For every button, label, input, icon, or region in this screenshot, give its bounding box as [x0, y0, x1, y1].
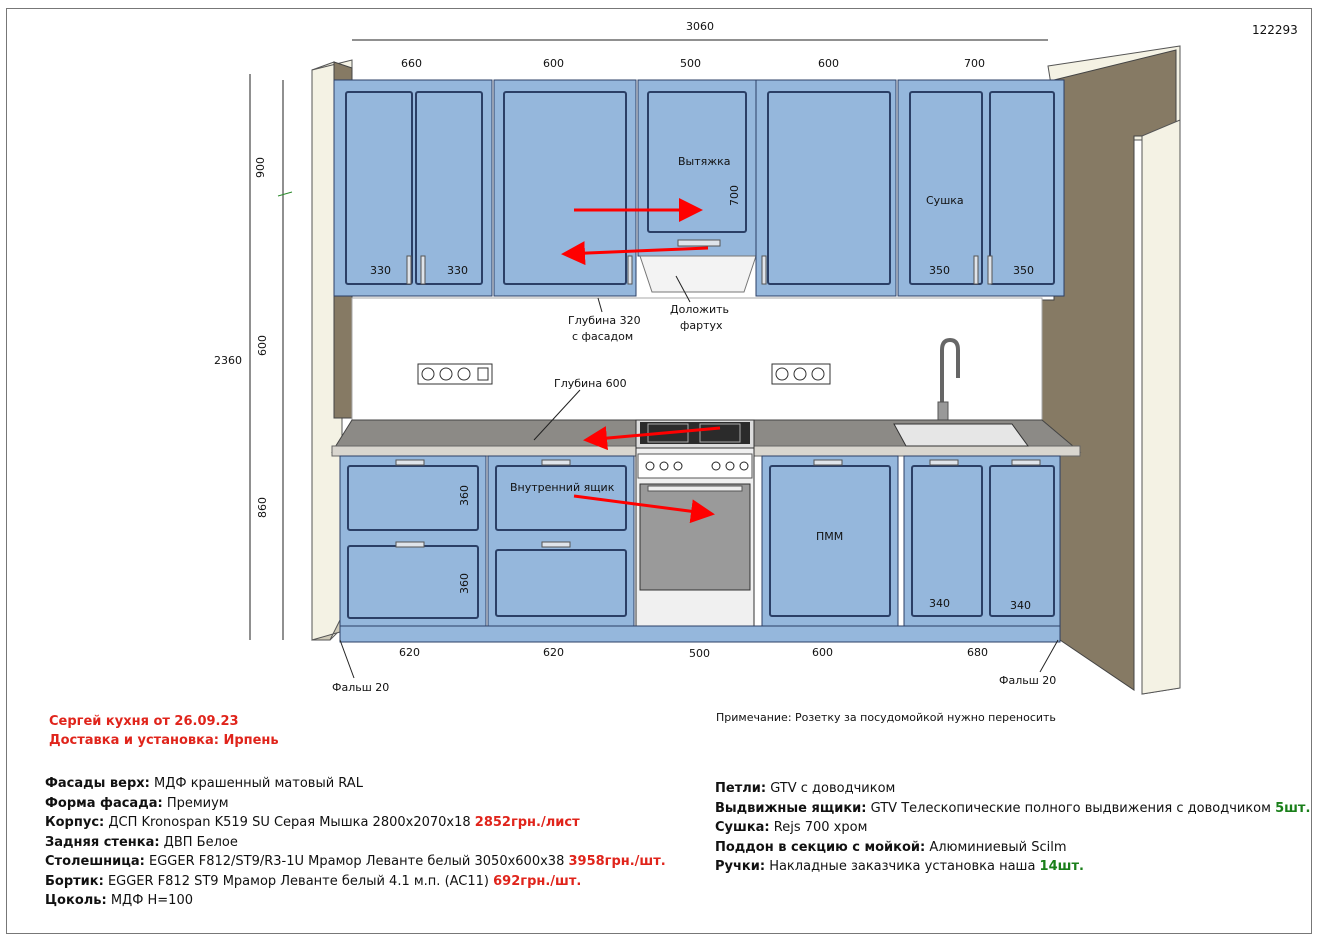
inner-drawer-label: Внутренний ящик — [510, 481, 615, 494]
lower-width-5: 680 — [967, 646, 988, 659]
spec-body: Корпус: ДСП Kronospan K519 SU Серая Мышка 2800х2070х18 2852грн./лист — [45, 815, 580, 830]
lower-cabinets — [340, 448, 1060, 642]
note: Примечание: Розетку за посудомойкой нужно переносить — [716, 711, 1056, 724]
apron-height-label: 600 — [256, 335, 269, 356]
socket-right — [772, 364, 830, 384]
dryer-label: Сушка — [926, 194, 964, 207]
lower-door-width-2: 340 — [1010, 599, 1031, 612]
drawer-height-1: 360 — [458, 485, 471, 506]
upper-width-3: 500 — [680, 57, 701, 70]
spec-drawers: Выдвижные ящики: GTV Телескопические полного выдвижения с доводчиком 5шт. — [715, 800, 1311, 816]
lower-width-2: 620 — [543, 646, 564, 659]
spec-border: Бортик: EGGER F812 ST9 Мрамор Леванте белый 4.1 м.п. (AC11) 692грн./шт. — [45, 873, 582, 889]
upper-height-label: 900 — [254, 157, 267, 178]
spec-back-wall: Задняя стенка: ДВП Белое — [45, 834, 238, 850]
false-panel-left: Фальш 20 — [332, 681, 390, 694]
apron-note-l2: фартух — [680, 319, 723, 332]
spec-facade-shape: Форма фасада: Премиум — [45, 795, 229, 811]
lower-width-1: 620 — [399, 646, 420, 659]
spec-facade-top: Фасады верх: МДФ крашенный матовый RAL — [45, 776, 363, 791]
spec-hinges: Петли: GTV с доводчиком — [715, 781, 896, 796]
depth-lower-label: Глубина 600 — [554, 377, 627, 390]
lower-width-3: 500 — [689, 647, 710, 660]
client-title: Сергей кухня от 26.09.23 — [49, 714, 239, 729]
upper-width-2: 600 — [543, 57, 564, 70]
drawer-height-2: 360 — [458, 573, 471, 594]
door-width-1: 330 — [370, 264, 391, 277]
spec-dryer: Сушка: Rejs 700 хром — [715, 820, 868, 835]
total-height-label: 2360 — [214, 354, 242, 367]
upper-width-1: 660 — [401, 57, 422, 70]
upper-cabinets — [334, 80, 1064, 296]
dishwasher-label: ПММ — [816, 530, 844, 543]
spec-plinth: Цоколь: МДФ H=100 — [45, 893, 193, 908]
order-number: 122293 — [1252, 23, 1298, 37]
delivery-title: Доставка и установка: Ирпень — [49, 733, 279, 748]
upper-width-5: 700 — [964, 57, 985, 70]
upper-width-4: 600 — [818, 57, 839, 70]
false-panel-right: Фальш 20 — [999, 674, 1057, 687]
lower-door-width-1: 340 — [929, 597, 950, 610]
specs-right — [715, 779, 1310, 877]
spec-handles: Ручки: Накладные заказчика установка наша 14шт. — [715, 859, 1084, 874]
depth-upper-l1: Глубина 320 — [568, 314, 641, 327]
total-width-label: 3060 — [686, 20, 714, 33]
sink — [894, 424, 1028, 446]
apron-note-l1: Доложить — [670, 303, 730, 316]
spec-tray: Поддон в секцию с мойкой: Алюминиевый Scilm — [715, 839, 1067, 855]
door-width-3: 350 — [929, 264, 950, 277]
door-width-4: 350 — [1013, 264, 1034, 277]
plinth — [340, 626, 1060, 642]
door-width-2: 330 — [447, 264, 468, 277]
socket-left — [418, 364, 492, 384]
lower-width-4: 600 — [812, 646, 833, 659]
spec-countertop: Столешница: EGGER F812/ST9/R3-1U Мрамор Леванте белый 3050х600х38 3958грн./шт. — [45, 854, 666, 869]
hood-label: Вытяжка — [678, 155, 731, 168]
lower-height-label: 860 — [256, 497, 269, 518]
depth-upper-l2: с фасадом — [572, 330, 634, 343]
hood-height-label: 700 — [728, 185, 741, 206]
specs-left — [45, 774, 666, 911]
